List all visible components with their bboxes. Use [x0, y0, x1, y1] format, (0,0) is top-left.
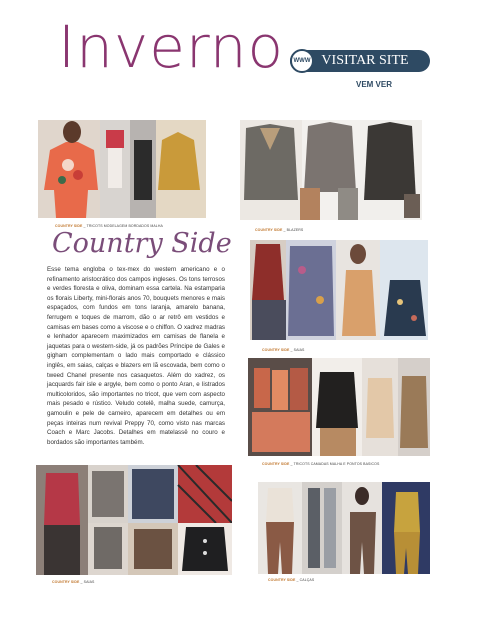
page-title: Inverno	[58, 13, 284, 81]
caption-skirts-bottom: COUNTRY SIDE _ SAIAS	[52, 580, 95, 584]
vem-ver-link[interactable]: VEM VER	[356, 80, 393, 89]
skirts-photo-collage	[250, 240, 428, 340]
pants-photo-collage	[258, 482, 430, 574]
knit-layers-photo-collage	[248, 358, 430, 456]
blazers-photo-collage	[240, 120, 422, 220]
visit-site-button[interactable]: VISITAR SITE	[290, 50, 430, 72]
caption-blazers: COUNTRY SIDE _ BLAZERS	[255, 228, 304, 232]
section-body-text: Esse tema engloba o tex-mex do western americano e o refinamento aristocrático dos campos ingleses. Os tons terrosos e verdes floresta e oliva, dominam essa cartela. Na estamparia os florais Liberty, mini-florais anos 70, bouquets menores e mais espaçados, com fundos em tons laranja, amarelo banana, ferrugem e toques de marrom, dão o ar retrô em vestidos e camisas em bases como a viscose e o chiffon. O xadrez madras e lenhador aparecem maximizados em camisas de flanela e jaquetas para o western-side, já os padrões Príncipe de Gales e gigham complementam o lado mais comportado e clássico inglês, em saias, calças e blazers em lã escovada, bem como o tweed Chanel presente nos casaquetos. Além do xadrez, os jacquards fair isle e argyle, bem como o ponto Aran, e listrados multicoloridos, são importantes no tricot, que vem com aspecto mais pesado e rústico. Veludo cotelê, malha suede, camurça, gamoulin e pele de carneiro, aparecem em detalhes ou em peças inteiras num revival Preppy 70, como visto nas marcas Coach e Marc Jacobs. Detalhes em matelassê no couro e bordados são importantes também.	[47, 266, 225, 446]
caption-pants: COUNTRY SIDE _ CALÇAS	[268, 578, 315, 582]
www-globe-icon: WWW	[290, 49, 314, 73]
caption-knitwear: COUNTRY SIDE _ TRICOTS MODELAGEM BORDADOS MALHA	[55, 224, 163, 228]
knitwear-photo-collage	[38, 120, 206, 218]
skirts-bottom-photo-collage	[36, 465, 232, 575]
caption-knit-layers: COUNTRY SIDE _ TRICOTS CAMADAS MALHA E PONTOS BASICOS	[262, 462, 380, 466]
caption-skirts-top: COUNTRY SIDE _ SAIAS	[262, 348, 305, 352]
section-heading: Country Side	[52, 228, 232, 259]
